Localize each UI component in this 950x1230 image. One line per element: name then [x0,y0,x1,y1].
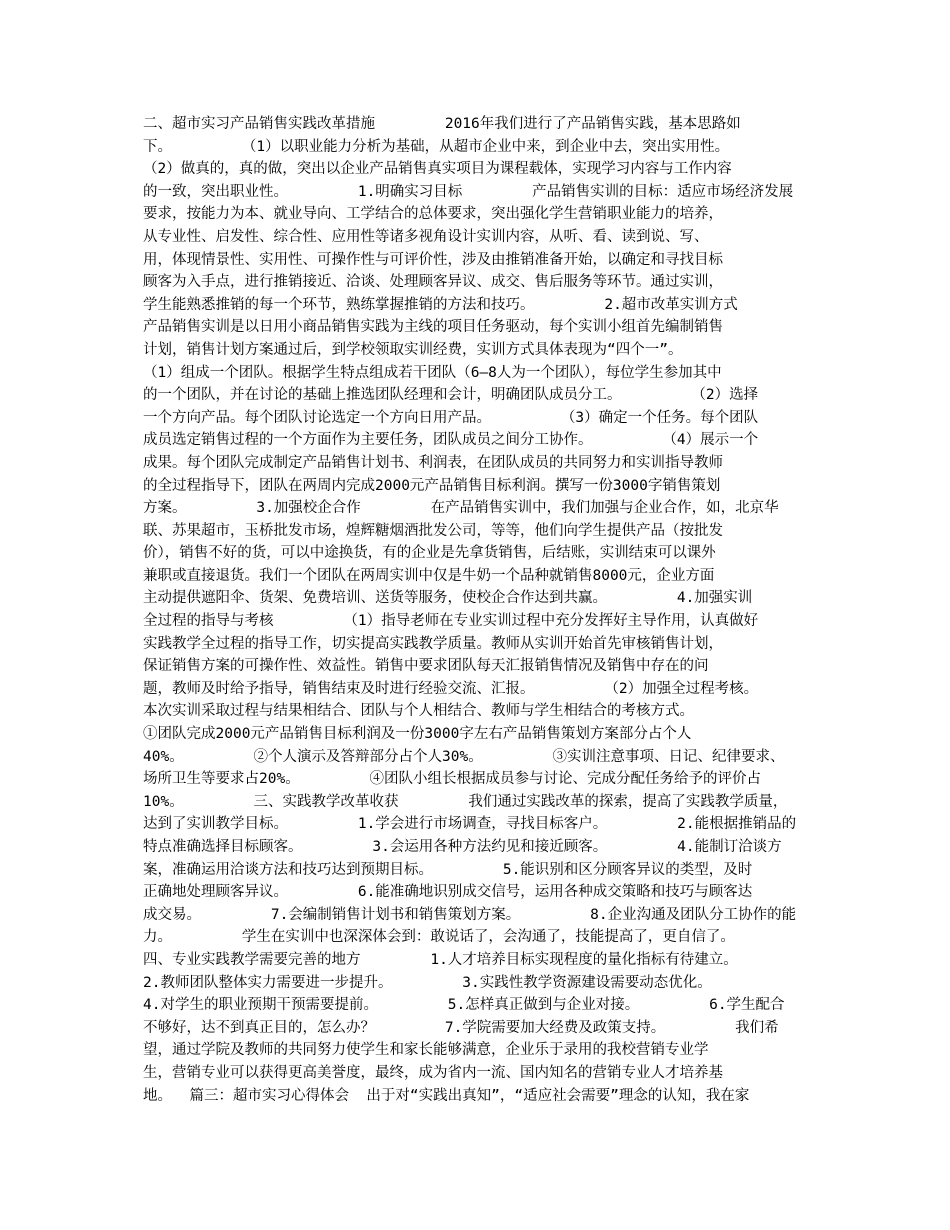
text-line: 40%。 ②个人演示及答辩部分占个人30%。 ③实训注意事项、日记、纪律要求、 [143,748,785,765]
text-line: 案，准确运用洽谈方法和技巧达到预期目标。 5.能识别和区分顾客异议的类型，及时 [143,861,753,878]
text-line: 的全过程指导下，团队在两周内完成2000元产品销售目标利润。撰写一份3000字销售策划 [143,477,721,494]
text-line: 成果。每个团队完成制定产品销售计划书、利润表，在团队成员的共同努力和实训指导教师 [143,454,723,471]
document-body [143,113,808,1107]
text-line: 一个方向产品。每个团队讨论选定一个方向日用产品。 （3）确定一个任务。每个团队 [143,409,759,426]
text-line: 2.教师团队整体实力需要进一步提升。 3.实践性教学资源建设需要动态优化。 [143,974,712,991]
text-line: 要求，按能力为本、就业导向、工学结合的总体要求，突出强化学生营销职业能力的培养， [143,206,723,223]
text-line: 实践教学全过程的指导工作，切实提高实践教学质量。教师从实训开始首先审核销售计划， [143,635,723,652]
text-line: 顾客为入手点，进行推销接近、洽谈、处理顾客异议、成交、售后服务等环节。通过实训， [143,274,723,291]
text-line: 用，体现情景性、实用性、可操作性与可评价性，涉及由推销准备开始，以确定和寻找目标 [143,251,723,268]
text-line: 成交易。 7.会编制销售计划书和销售策划方案。 8.企业沟通及团队分工协作的能 [143,906,797,923]
text-line: 学生能熟悉推销的每一个环节，熟练掌握推销的方法和技巧。 2.超市改革实训方式 [143,296,738,313]
text-line: 主动提供遮阳伞、货架、免费培训、送货等服务，使校企合作达到共赢。 4.加强实训 [143,590,753,607]
text-line: 兼职或直接退货。我们一个团队在两周实训中仅是牛奶一个品种就销售8000元，企业方面 [143,567,715,584]
text-line: 计划，销售计划方案通过后，到学校领取实训经费，实训方式具体表现为“四个一”。 [143,341,683,358]
text-line: 方案。 3.加强校企合作 在产品销售实训中，我们加强与企业合作，如，北京华 [143,500,779,517]
text-line: 的一个团队，并在讨论的基础上推选团队经理和会计，明确团队成员分工。 （2）选择 [143,387,759,404]
text-line: （2）做真的，真的做，突出以企业产品销售真实项目为课程载体，实现学习内容与工作内容 [143,161,732,178]
text-line: 题，教师及时给予指导，销售结束及时进行经验交流、汇报。 （2）加强全过程考核。 [143,680,759,697]
text-line: 的一致，突出职业性。 1.明确实习目标 产品销售实训的目标：适应市场经济发展 [143,183,794,200]
text-line: 不够好，达不到真正目的，怎么办？ 7.学院需要加大经费及政策支持。 我们希 [143,1019,779,1036]
text-line: 力。 学生在实训中也深深体会到：敢说话了，会沟通了，技能提高了，更自信了。 [143,929,735,946]
text-line: 10%。 三、实践教学改革收获 我们通过实践改革的探索，提高了实践教学质量， [143,793,788,810]
text-line: 地。 篇三：超市实习心得体会 出于对“实践出真知”，“适应社会需要”理念的认知，我在家 [143,1087,750,1104]
text-line: 生，营销专业可以获得更高美誉度，最终，成为省内一流、国内知名的营销专业人才培养基 [143,1064,723,1081]
text-line: 产品销售实训是以日用小商品销售实践为主线的项目任务驱动，每个实训小组首先编制销售 [143,319,723,336]
text-line: 场所卫生等要求占20%。 ④团队小组长根据成员参与讨论、完成分配任务给予的评价占 [143,771,762,788]
text-line: 二、超市实习产品销售实践改革措施 2016年我们进行了产品销售实践，基本思路如 [143,116,741,132]
text-line: 特点准确选择目标顾客。 3.会运用各种方法约见和接近顾客。 4.能制订洽谈方 [143,839,782,855]
text-line: ①团队完成2000元产品销售目标利润及一份3000字左右产品销售策划方案部分占个人 [143,726,692,743]
text-line: 望，通过学院及教师的共同努力使学生和家长能够满意，企业乐于录用的我校营销专业学 [143,1042,709,1059]
text-line: 价），销售不好的货，可以中途换货，有的企业是先拿货销售，后结账，实训结束可以课外 [143,545,716,562]
text-line: 从专业性、启发性、综合性、应用性等诸多视角设计实训内容，从听、看、读到说、写、 [143,228,709,245]
text-line: 成员选定销售过程的一个方面作为主要任务，团队成员之间分工协作。 （4）展示一个 [143,432,759,449]
text-line: 保证销售方案的可操作性、效益性。销售中要求团队每天汇报销售情况及销售中存在的问 [143,658,709,675]
text-line: 4.对学生的职业预期干预需要提前。 5.怎样真正做到与企业对接。 6.学生配合 [143,997,785,1014]
text-line: （1）组成一个团队。根据学生特点组成若干团队（6—8人为一个团队），每位学生参加其中 [143,364,722,381]
text-line: 达到了实训教学目标。 1.学会进行市场调查，寻找目标客户。 2.能根据推销品的 [143,816,797,833]
text-line: 本次实训采取过程与结果相结合、团队与个人相结合、教师与学生相结合的考核方式。 [143,703,694,720]
text-line: 全过程的指导与考核 （1）指导老师在专业实训过程中充分发挥好主导作用，认真做好 [143,613,759,630]
text-line: 联、苏果超市，玉桥批发市场，煌辉糖烟酒批发公司，等等，他们向学生提供产品（按批发 [143,522,723,539]
text-line: 下。 （1）以职业能力分析为基础，从超市企业中来，到企业中去，突出实用性。 [143,138,730,155]
text-line: 正确地处理顾客异议。 6.能准确地识别成交信号，运用各种成交策略和技巧与顾客达 [143,884,753,901]
text-line: 四、专业实践教学需要完善的地方 1.人才培养目标实现程度的量化指标有待建立。 [143,951,738,968]
